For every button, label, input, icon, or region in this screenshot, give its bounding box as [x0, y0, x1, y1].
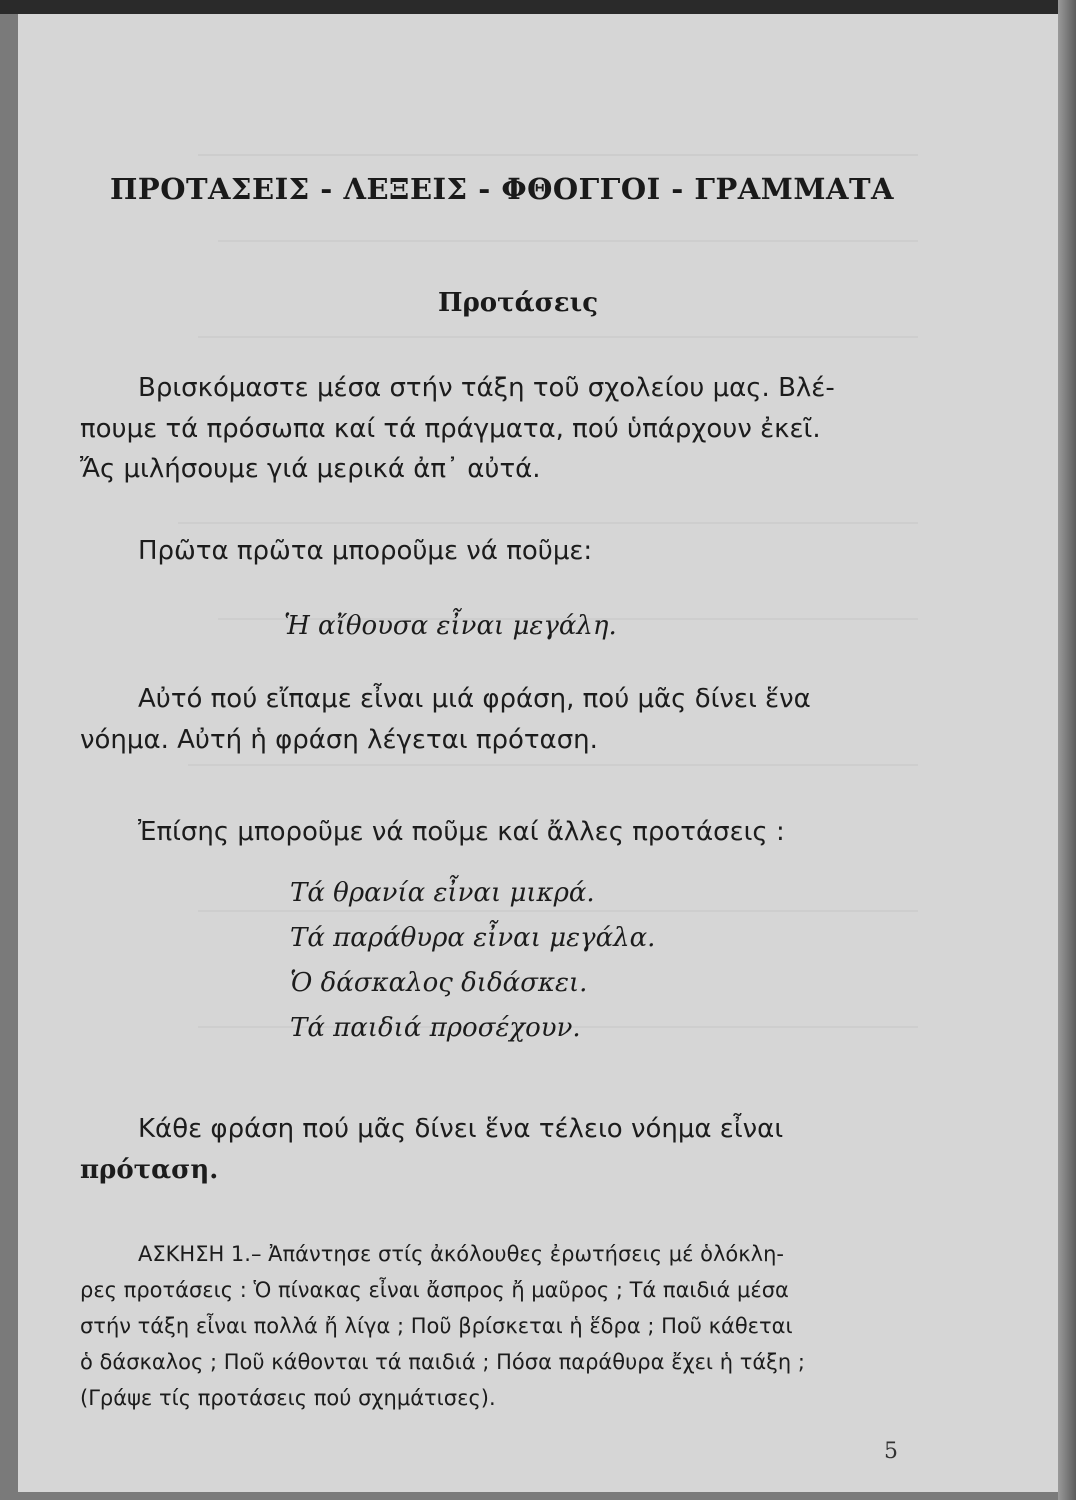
page-title: ΠΡΟΤΑΣΕΙΣ - ΛΕΞΕΙΣ - ΦΘΟΓΓΟΙ - ΓΡΑΜΜΑΤΑ — [110, 172, 895, 206]
page-content — [18, 14, 1058, 1492]
intro-line-1: Βρισκόμαστε μέσα στήν τάξη τοῦ σχολείου μας. Βλέ- — [138, 373, 835, 403]
intro-paragraph-cont — [80, 409, 940, 489]
exercise-line-1: ΑΣΚΗΣΗ 1.– Ἀπάντησε στίς ἀκόλουθες ἐρωτήσεις μέ ὁλόκλη- — [138, 1242, 784, 1266]
example-item-2: Τά παράθυρα εἶναι μεγάλα. — [290, 923, 656, 953]
conclusion-paragraph-cont — [80, 1150, 480, 1190]
scan-right-edge — [1058, 0, 1076, 1500]
conclusion-line-1: Κάθε φράση πού μᾶς δίνει ἕνα τέλειο νόημα εἶναι — [138, 1114, 784, 1144]
also-line: Ἐπίσης μποροῦμε νά ποῦμε καί ἄλλες προτάσεις : — [138, 817, 785, 847]
example-item-1: Τά θρανία εἶναι μικρά. — [290, 878, 595, 908]
intro-line-3: Ἄς μιλήσουμε γιά μερικά ἀπ᾽ αὐτά. — [80, 454, 541, 484]
exercise-line-4: ὁ δάσκαλος ; Ποῦ κάθονται τά παιδιά ; Πόσα παράθυρα ἔχει ἡ τάξη ; — [80, 1350, 805, 1374]
example-sentence: Ἡ αἴθουσα εἶναι μεγάλη. — [284, 611, 617, 641]
example-list — [290, 878, 655, 1058]
term-protasi: πρόταση. — [80, 1155, 219, 1185]
definition-line-1: Αὐτό πού εἴπαμε εἶναι μιά φράση, πού μᾶς δίνει ἕνα — [138, 684, 811, 714]
page-number: 5 — [884, 1439, 898, 1464]
definition-paragraph-cont — [80, 720, 880, 760]
intro-line-2: πουμε τά πρόσωπα καί τά πράγματα, πού ὑπάρχουν ἐκεῖ. — [80, 414, 821, 444]
definition-line-2: νόημα. Αὐτή ἡ φράση λέγεται πρόταση. — [80, 725, 598, 755]
exercise-line-3: στήν τάξη εἶναι πολλά ἤ λίγα ; Ποῦ βρίσκεται ἡ ἕδρα ; Ποῦ κάθεται — [80, 1314, 793, 1338]
conclusion-paragraph — [138, 1109, 938, 1149]
example-item-4: Τά παιδιά προσέχουν. — [290, 1013, 581, 1043]
definition-paragraph — [138, 679, 938, 719]
intro-paragraph — [138, 368, 938, 408]
first-line: Πρῶτα πρῶτα μποροῦμε νά ποῦμε: — [138, 536, 593, 566]
exercise-block — [80, 1236, 915, 1416]
scan-top-edge — [0, 0, 1076, 14]
book-page — [18, 14, 1058, 1492]
first-paragraph — [138, 531, 938, 571]
section-heading: Προτάσεις — [437, 288, 599, 318]
also-paragraph — [138, 812, 938, 852]
example-item-3: Ὁ δάσκαλος διδάσκει. — [290, 968, 588, 998]
exercise-line-5: (Γράψε τίς προτάσεις πού σχημάτισες). — [80, 1386, 496, 1410]
exercise-line-2: ρες προτάσεις : Ὁ πίνακας εἶναι ἄσπρος ἤ μαῦρος ; Τά παιδιά μέσα — [80, 1278, 789, 1302]
